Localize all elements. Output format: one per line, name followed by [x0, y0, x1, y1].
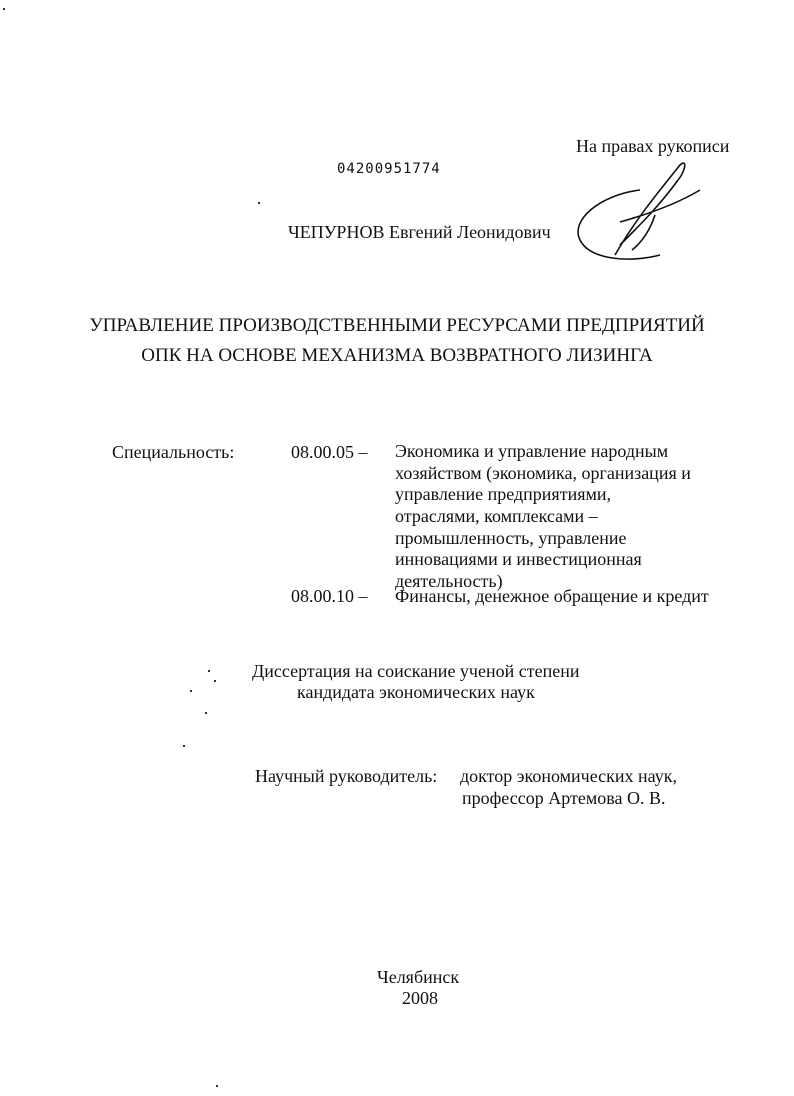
supervisor-name: профессор Артемова О. В. — [462, 788, 666, 808]
scan-speck — [258, 202, 260, 204]
registry-number: 04200951774 — [337, 161, 441, 177]
specialty-description-1 — [395, 441, 691, 593]
specialty-description-line: деятельность) — [395, 571, 503, 592]
scan-speck — [216, 1085, 218, 1087]
specialty-description-line: Экономика и управление народным — [395, 441, 669, 461]
specialty-description-line: хозяйством (экономика, организация и — [395, 462, 691, 483]
specialty-label: Специальность: — [112, 442, 235, 462]
specialty-description-line: промышленность, управление — [395, 527, 627, 548]
dissertation-line1: Диссертация на соискание ученой степени — [252, 661, 580, 681]
supervisor-degree: доктор экономических наук, — [460, 766, 677, 786]
specialty-code-2: 08.00.10 – — [291, 586, 368, 606]
signature-icon — [560, 160, 710, 270]
specialty-description-2: Финансы, денежное обращение и кредит — [395, 586, 709, 606]
specialty-description-line: отраслями, комплексами – — [395, 506, 598, 527]
specialty-description-line: инновациями и инвестиционная — [395, 549, 642, 570]
specialty-description-line: управление предприятиями, — [395, 484, 611, 505]
specialty-code-1: 08.00.05 – — [291, 442, 368, 462]
scan-speck — [214, 680, 216, 682]
scan-speck — [3, 8, 5, 10]
scan-speck — [190, 690, 192, 692]
scan-speck — [205, 712, 207, 714]
author-name: ЧЕПУРНОВ Евгений Леонидович — [288, 222, 551, 242]
dissertation-line2: кандидата экономических наук — [297, 682, 535, 702]
supervisor-label: Научный руководитель: — [255, 766, 438, 786]
thesis-title-line1: УПРАВЛЕНИЕ ПРОИЗВОДСТВЕННЫМИ РЕСУРСАМИ ПРЕДПРИЯТИЙ — [89, 315, 705, 336]
city: Челябинск — [377, 967, 460, 987]
thesis-title-line2: ОПК НА ОСНОВЕ МЕХАНИЗМА ВОЗВРАТНОГО ЛИЗИНГА — [141, 345, 653, 366]
scan-speck — [208, 670, 210, 672]
manuscript-note: На правах рукописи — [576, 136, 730, 156]
year: 2008 — [402, 988, 438, 1008]
scan-speck — [183, 745, 185, 747]
